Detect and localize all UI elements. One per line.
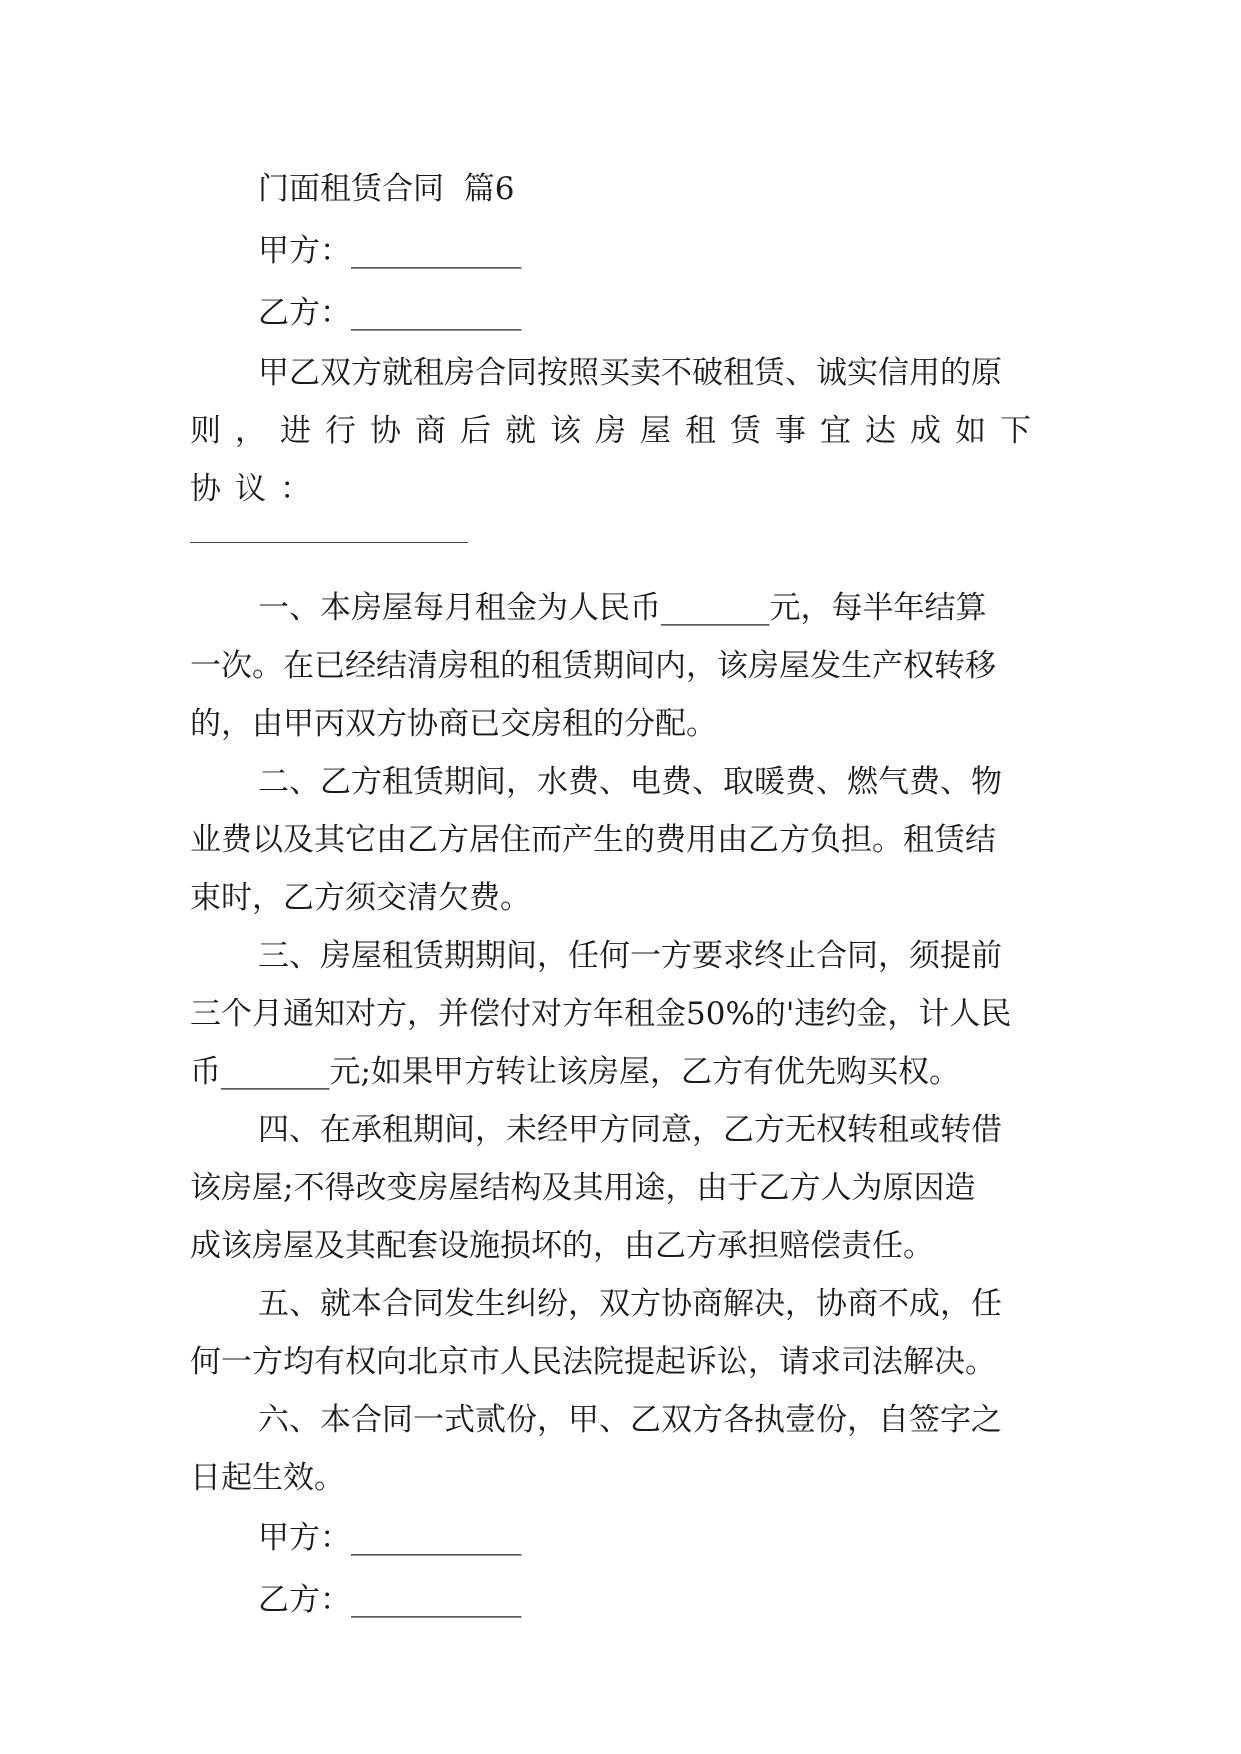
clause-2-line-1: 二、乙方租赁期间，水费、电费、取暖费、燃气费、物: [258, 764, 1002, 800]
clause-2-line-3: 束时，乙方须交清欠费。: [190, 880, 531, 916]
document-page: [190, 158, 1056, 1631]
intro-paragraph: [190, 344, 1056, 518]
clause-5-line-1: 五、就本合同发生纠纷，双方协商解决，协商不成，任: [258, 1286, 1002, 1322]
clause-3-line-1: 三、房屋租赁期期间，任何一方要求终止合同，须提前: [258, 938, 1002, 974]
intro-line-1: 甲乙双方就租房合同按照买卖不破租赁、诚实信用的原: [258, 355, 1002, 391]
clause-3-line-3: 币_______元;如果甲方转让该房屋，乙方有优先购买权。: [190, 1054, 960, 1090]
clause-6-line-2: 日起生效。: [190, 1460, 345, 1496]
clause-1-line-1: 一、本房屋每月租金为人民币_______元，每半年结算: [258, 590, 987, 626]
clause-5: [190, 1275, 1056, 1391]
clause-6-line-1: 六、本合同一式贰份，甲、乙双方各执壹份，自签字之: [258, 1402, 1002, 1438]
clause-1: [190, 579, 1056, 753]
party-b-signature-top: 乙方：___________: [258, 295, 522, 331]
blank-rule: [190, 542, 468, 543]
clause-4-line-2: 该房屋;不得改变房屋结构及其用途，由于乙方人为原因造: [190, 1170, 976, 1206]
clause-1-line-3: 的，由甲丙双方协商已交房租的分配。: [190, 706, 717, 742]
party-a-signature-top: 甲方：___________: [258, 233, 522, 269]
clause-3: [190, 927, 1056, 1101]
document-heading: 门面租赁合同 篇6: [258, 171, 515, 207]
clause-2-line-2: 业费以及其它由乙方居住而产生的费用由乙方负担。租赁结: [190, 822, 996, 858]
intro-line-2: 则，进行协商后就该房屋租赁事宜达成如下协议：: [190, 413, 1045, 507]
clause-3-line-2: 三个月通知对方，并偿付对方年租金50%的'违约金，计人民: [190, 996, 1012, 1032]
clause-5-line-2: 何一方均有权向北京市人民法院提起诉讼，请求司法解决。: [190, 1344, 996, 1380]
clause-4-line-3: 成该房屋及其配套设施损坏的，由乙方承担赔偿责任。: [190, 1228, 934, 1264]
party-b-signature-bottom: 乙方：___________: [258, 1582, 522, 1618]
clause-4-line-1: 四、在承租期间，未经甲方同意，乙方无权转租或转借: [258, 1112, 1002, 1148]
party-a-signature-bottom: 甲方：___________: [258, 1520, 522, 1556]
clause-2: [190, 753, 1056, 927]
clause-1-line-2: 一次。在已经结清房租的租赁期间内，该房屋发生产权转移: [190, 648, 996, 684]
clause-4: [190, 1101, 1056, 1275]
clause-6: [190, 1391, 1056, 1507]
